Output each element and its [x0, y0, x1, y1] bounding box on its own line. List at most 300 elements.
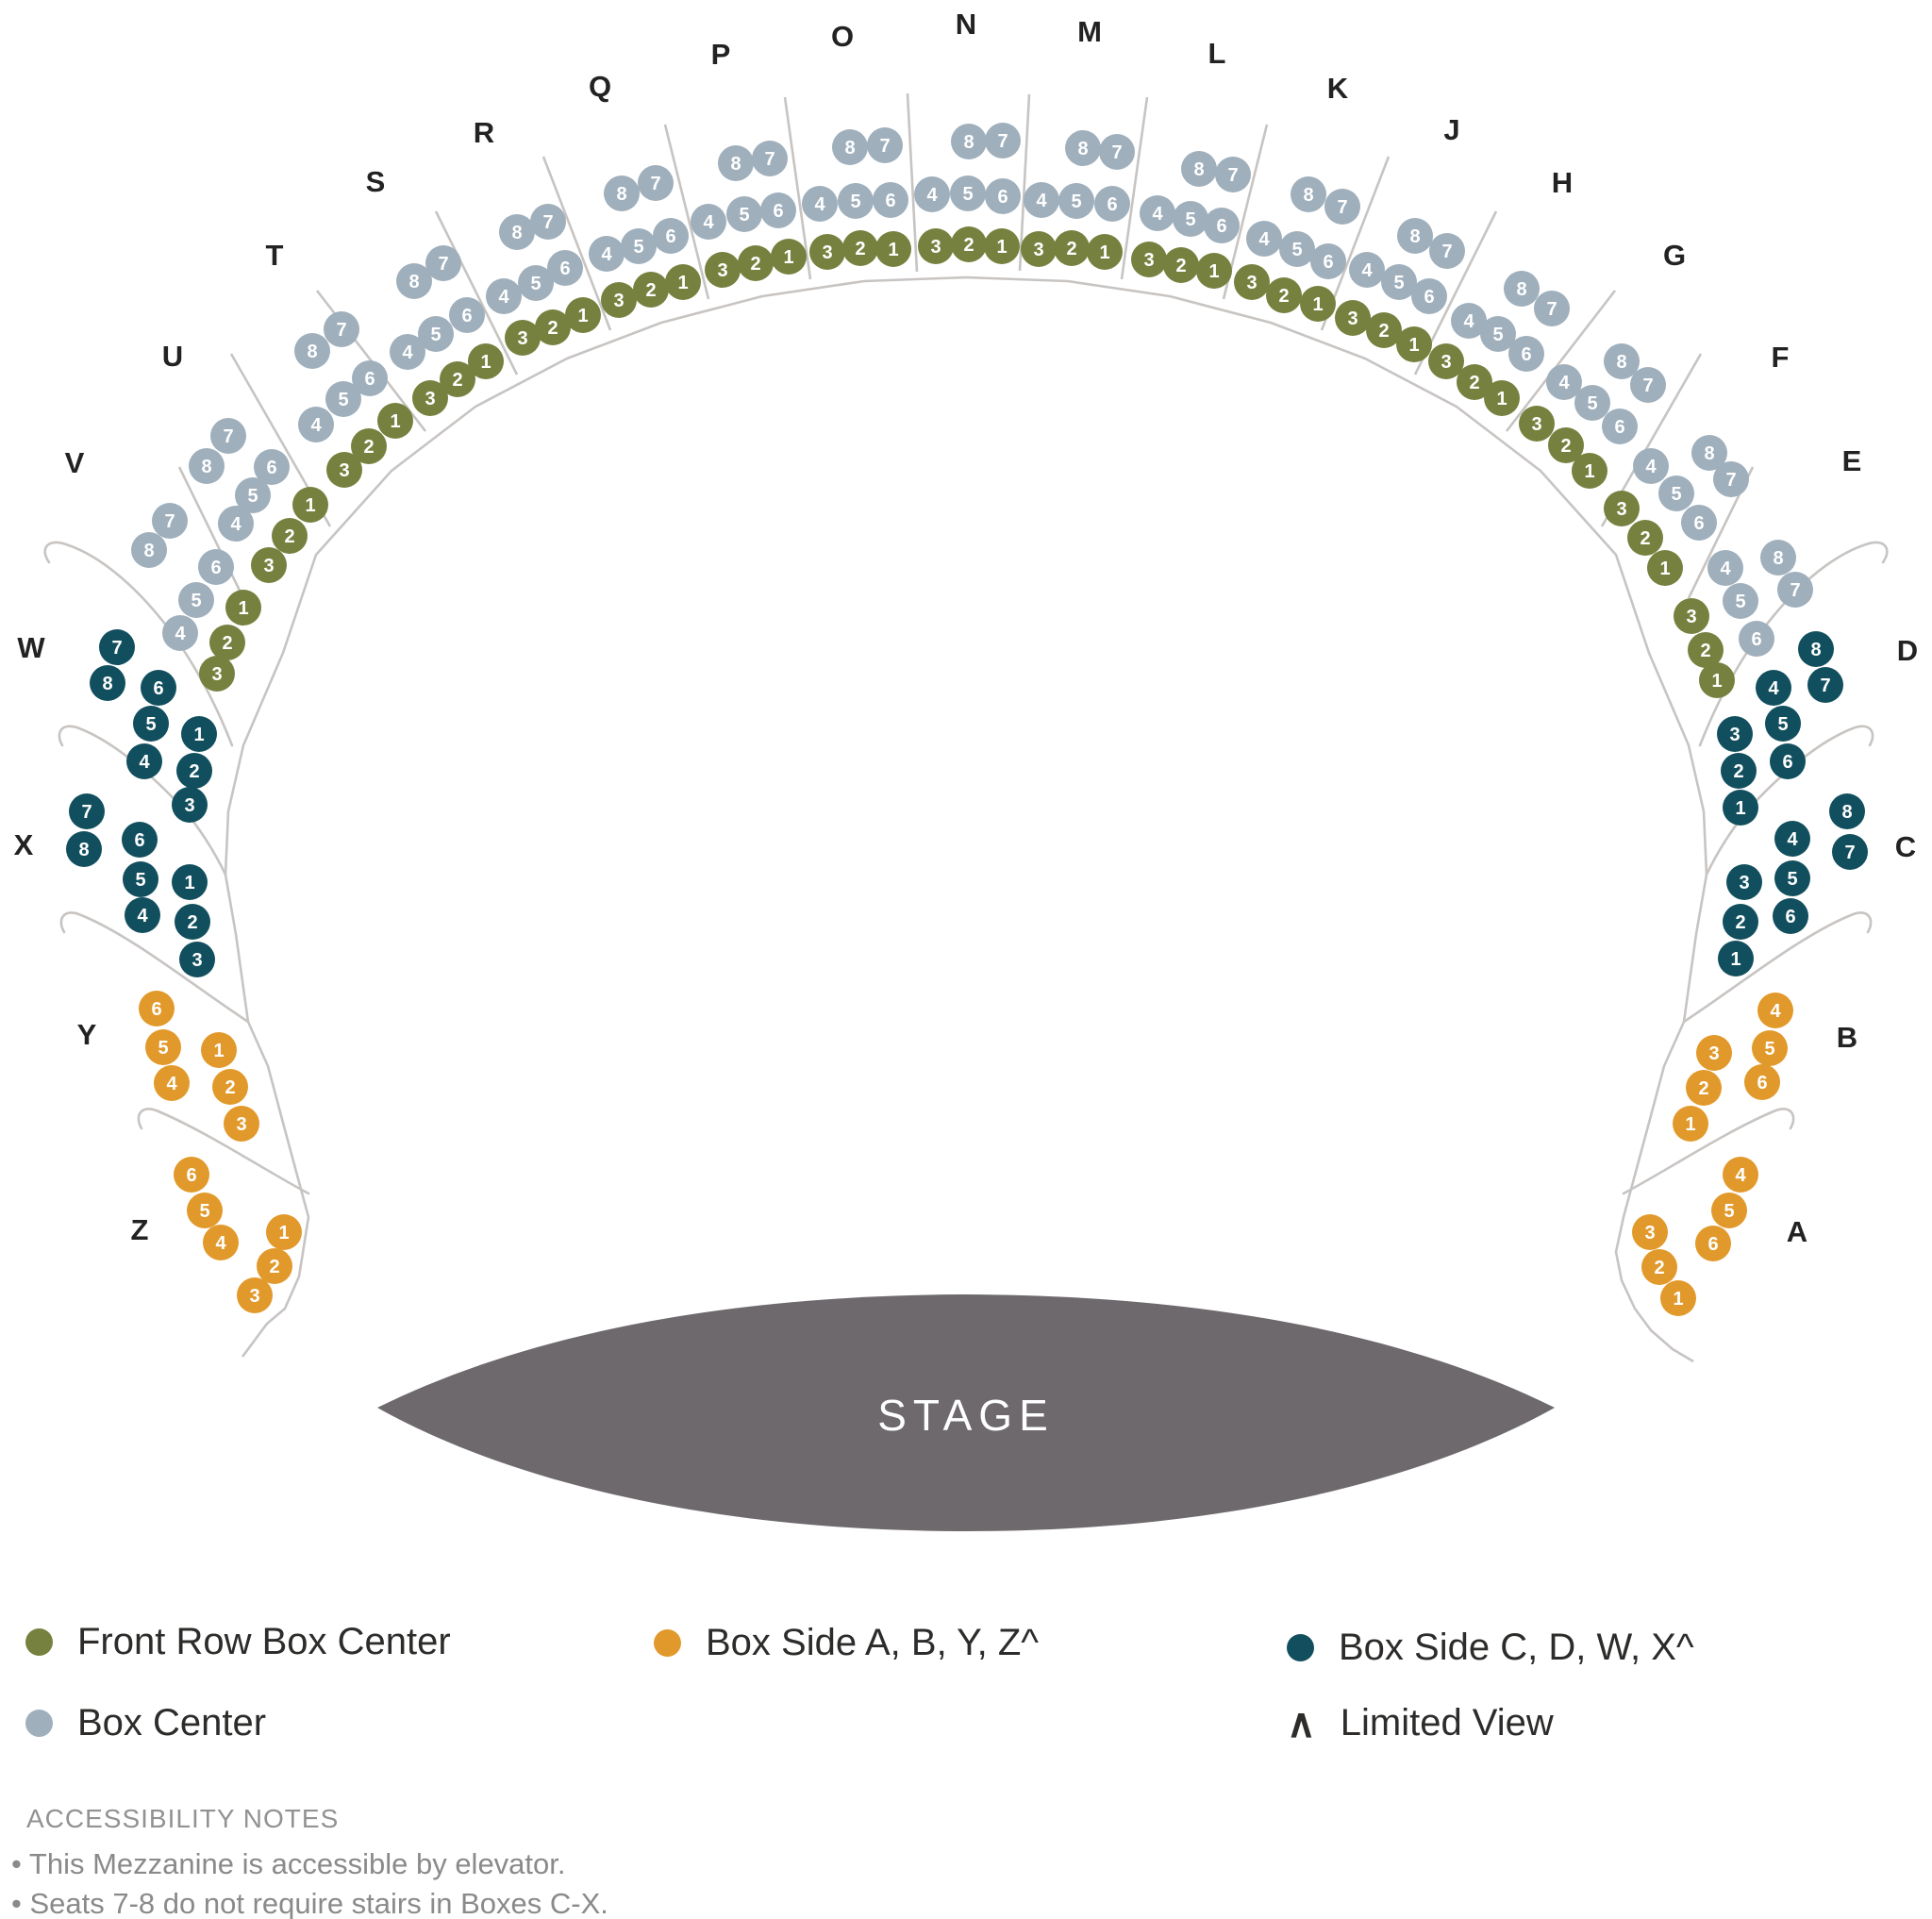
seat-D-4[interactable]: [1756, 670, 1791, 706]
seat-D-6[interactable]: [1770, 743, 1806, 779]
seat-M-3[interactable]: [1021, 231, 1057, 267]
svg-text:6: 6: [1785, 907, 1796, 928]
box-Z: [131, 1157, 302, 1313]
seat-E-8[interactable]: [1760, 540, 1796, 576]
svg-text:5: 5: [1185, 209, 1196, 231]
svg-text:1: 1: [577, 306, 589, 327]
seat-A-3[interactable]: [1632, 1214, 1668, 1250]
seat-U-3[interactable]: [251, 547, 287, 583]
box-label-H: H: [1551, 165, 1574, 199]
seat-O-6[interactable]: [873, 182, 908, 218]
svg-text:8: 8: [1193, 159, 1205, 181]
legend-label: Box Side A, B, Y, Z^: [706, 1622, 1040, 1663]
seat-K-5[interactable]: [1279, 231, 1315, 267]
svg-text:2: 2: [189, 761, 200, 783]
seat-D-2[interactable]: [1721, 753, 1757, 789]
seat-N-2[interactable]: [951, 226, 987, 262]
seat-U-7[interactable]: [210, 418, 246, 454]
svg-text:1: 1: [888, 240, 899, 261]
svg-text:6: 6: [134, 830, 145, 852]
seat-Q-4[interactable]: [589, 236, 625, 272]
seat-N-6[interactable]: [985, 178, 1021, 214]
seat-G-3[interactable]: [1519, 406, 1555, 442]
seat-G-2[interactable]: [1548, 427, 1584, 463]
svg-text:2: 2: [225, 1077, 236, 1099]
seat-W-2[interactable]: [176, 753, 212, 789]
svg-text:6: 6: [885, 191, 896, 212]
seat-L-2[interactable]: [1163, 247, 1199, 283]
seat-V-3[interactable]: [199, 656, 235, 692]
seat-D-3[interactable]: [1717, 716, 1753, 752]
svg-text:5: 5: [1671, 484, 1682, 506]
seat-Y-6[interactable]: [139, 991, 175, 1026]
svg-text:6: 6: [461, 306, 473, 327]
svg-text:1: 1: [184, 873, 195, 894]
svg-text:2: 2: [1640, 528, 1651, 550]
legend-item-limited-view: [1287, 1702, 1554, 1744]
svg-text:2: 2: [1733, 761, 1744, 783]
seat-X-6[interactable]: [122, 822, 158, 858]
svg-text:6: 6: [1782, 752, 1793, 774]
seat-K-6[interactable]: [1310, 243, 1346, 279]
svg-text:4: 4: [1645, 457, 1657, 478]
svg-text:5: 5: [1492, 325, 1504, 346]
seat-U-2[interactable]: [272, 518, 308, 554]
box-label-M: M: [1077, 14, 1102, 48]
seat-Q-7[interactable]: [638, 165, 674, 201]
seat-O-4[interactable]: [802, 186, 838, 222]
seat-F-5[interactable]: [1658, 476, 1694, 511]
svg-text:3: 3: [822, 242, 833, 264]
seat-F-3[interactable]: [1604, 491, 1640, 526]
seat-C-2[interactable]: [1723, 904, 1758, 940]
seat-R-6[interactable]: [547, 250, 583, 286]
svg-text:1: 1: [1735, 798, 1746, 820]
seat-N-8[interactable]: [951, 124, 987, 159]
svg-text:4: 4: [166, 1074, 177, 1095]
seat-M-7[interactable]: [1099, 134, 1135, 170]
seat-T-8[interactable]: [294, 333, 330, 369]
seat-A-5[interactable]: [1711, 1193, 1747, 1228]
svg-text:5: 5: [1764, 1039, 1775, 1060]
svg-text:2: 2: [284, 526, 295, 548]
legend-item-box-side-abyz: [654, 1622, 1039, 1664]
seat-L-3[interactable]: [1131, 242, 1167, 277]
seat-G-8[interactable]: [1604, 343, 1640, 379]
seat-B-2[interactable]: [1686, 1070, 1722, 1106]
svg-text:8: 8: [1516, 279, 1527, 301]
seat-O-2[interactable]: [842, 230, 878, 266]
seat-J-6[interactable]: [1411, 278, 1447, 314]
svg-text:5: 5: [430, 325, 441, 346]
seat-K-7[interactable]: [1324, 189, 1360, 225]
box-W: [17, 629, 217, 823]
seat-T-3[interactable]: [326, 452, 362, 488]
balcony-rail-line: [225, 277, 1707, 1361]
svg-text:6: 6: [186, 1165, 197, 1187]
seat-X-2[interactable]: [175, 904, 210, 940]
svg-text:2: 2: [645, 280, 657, 302]
svg-text:7: 7: [1337, 197, 1348, 219]
seat-V-5[interactable]: [178, 582, 214, 618]
seat-A-6[interactable]: [1695, 1226, 1731, 1261]
svg-text:5: 5: [962, 184, 974, 206]
seat-U-8[interactable]: [189, 448, 225, 484]
svg-text:7: 7: [336, 320, 347, 342]
seat-Y-2[interactable]: [212, 1069, 248, 1105]
seat-D-7[interactable]: [1807, 667, 1843, 703]
seat-T-4[interactable]: [298, 407, 334, 442]
box-label-V: V: [64, 445, 85, 479]
seat-K-4[interactable]: [1246, 221, 1282, 257]
box-D: [1717, 631, 1918, 826]
seat-N-3[interactable]: [918, 228, 954, 264]
box-O: [802, 20, 911, 270]
svg-text:5: 5: [158, 1038, 169, 1060]
seat-D-8[interactable]: [1798, 631, 1834, 667]
seat-J-3[interactable]: [1335, 300, 1371, 336]
svg-text:3: 3: [1143, 250, 1155, 272]
svg-text:3: 3: [1739, 873, 1750, 894]
seat-W-8[interactable]: [90, 665, 125, 701]
seat-E-2[interactable]: [1688, 632, 1724, 668]
svg-text:6: 6: [997, 187, 1008, 209]
seat-X-7[interactable]: [69, 793, 105, 829]
seat-K-2[interactable]: [1266, 277, 1302, 313]
seat-E-3[interactable]: [1674, 598, 1709, 634]
svg-text:6: 6: [1323, 252, 1334, 274]
seat-H-6[interactable]: [1508, 336, 1544, 372]
seat-C-6[interactable]: [1773, 898, 1808, 934]
seat-M-6[interactable]: [1094, 186, 1130, 222]
seat-K-8[interactable]: [1291, 176, 1326, 212]
seat-R-7[interactable]: [530, 204, 566, 240]
seat-K-3[interactable]: [1234, 264, 1270, 300]
seat-B-4[interactable]: [1757, 993, 1793, 1028]
seat-U-1[interactable]: [292, 487, 328, 523]
seat-D-1[interactable]: [1723, 790, 1758, 826]
seat-P-7[interactable]: [752, 141, 788, 176]
legend-label: Front Row Box Center: [77, 1621, 451, 1662]
svg-text:1: 1: [783, 247, 794, 269]
svg-text:6: 6: [559, 259, 571, 280]
seat-P-3[interactable]: [705, 252, 741, 288]
limited-view-caret-icon: ∧: [1287, 1700, 1316, 1745]
seat-A-1[interactable]: [1660, 1280, 1696, 1316]
seat-Y-3[interactable]: [224, 1106, 259, 1142]
seat-X-1[interactable]: [172, 864, 208, 900]
seat-N-7[interactable]: [985, 123, 1021, 159]
svg-text:8: 8: [1773, 548, 1784, 570]
seat-O-1[interactable]: [875, 231, 911, 267]
seat-D-5[interactable]: [1765, 706, 1801, 742]
seat-C-3[interactable]: [1726, 864, 1762, 900]
seat-W-7[interactable]: [99, 629, 135, 665]
seat-N-1[interactable]: [984, 228, 1020, 264]
svg-text:7: 7: [1111, 142, 1123, 164]
seat-M-2[interactable]: [1054, 230, 1090, 266]
seat-L-1[interactable]: [1196, 253, 1232, 289]
box-F: [1604, 341, 1789, 586]
seat-B-3[interactable]: [1696, 1035, 1732, 1071]
seat-C-4[interactable]: [1774, 821, 1810, 857]
svg-text:6: 6: [153, 678, 164, 700]
svg-text:6: 6: [665, 226, 676, 248]
seat-C-1[interactable]: [1718, 941, 1754, 976]
seat-O-7[interactable]: [867, 127, 903, 163]
svg-text:3: 3: [425, 389, 436, 410]
svg-text:2: 2: [1735, 912, 1746, 934]
svg-text:8: 8: [963, 132, 974, 154]
svg-text:3: 3: [1246, 273, 1257, 294]
seat-W-3[interactable]: [172, 787, 208, 823]
seat-V-8[interactable]: [131, 532, 167, 568]
svg-text:3: 3: [339, 460, 350, 482]
box-side-abyz-dot-icon: [654, 1629, 681, 1657]
seat-S-6[interactable]: [449, 297, 485, 333]
seat-O-3[interactable]: [809, 234, 845, 270]
svg-text:1: 1: [1099, 242, 1110, 264]
seat-S-8[interactable]: [396, 263, 432, 299]
seat-X-4[interactable]: [125, 897, 160, 933]
seat-L-6[interactable]: [1204, 208, 1240, 243]
svg-text:5: 5: [1777, 714, 1789, 736]
svg-text:3: 3: [613, 291, 625, 312]
box-label-T: T: [265, 238, 284, 272]
svg-text:8: 8: [1704, 443, 1715, 465]
seat-H-3[interactable]: [1428, 343, 1464, 379]
seat-W-4[interactable]: [126, 743, 162, 779]
seat-M-4[interactable]: [1024, 182, 1059, 218]
svg-text:5: 5: [135, 870, 146, 892]
seat-Z-2[interactable]: [257, 1248, 292, 1284]
svg-text:7: 7: [1820, 676, 1831, 697]
seat-M-1[interactable]: [1087, 234, 1123, 270]
box-label-J: J: [1443, 112, 1460, 146]
seat-V-7[interactable]: [152, 503, 188, 539]
seat-Z-5[interactable]: [187, 1193, 223, 1228]
svg-text:4: 4: [1770, 1001, 1781, 1023]
seat-V-2[interactable]: [209, 625, 245, 660]
seat-W-1[interactable]: [181, 716, 217, 752]
svg-text:3: 3: [1441, 352, 1452, 374]
seat-T-7[interactable]: [324, 311, 359, 347]
seat-P-8[interactable]: [718, 145, 754, 181]
svg-text:1: 1: [996, 237, 1008, 259]
seat-Z-6[interactable]: [174, 1157, 209, 1193]
seat-Y-5[interactable]: [145, 1029, 181, 1065]
legend-label: Box Side C, D, W, X^: [1339, 1627, 1694, 1668]
box-label-Q: Q: [588, 69, 612, 103]
seat-F-4[interactable]: [1633, 448, 1669, 484]
seat-L-8[interactable]: [1181, 151, 1217, 187]
seat-P-5[interactable]: [726, 196, 762, 232]
seat-U-6[interactable]: [254, 449, 290, 485]
seat-E-6[interactable]: [1739, 621, 1774, 657]
seat-Q-1[interactable]: [665, 264, 701, 300]
svg-text:7: 7: [542, 212, 554, 234]
svg-text:2: 2: [1175, 256, 1187, 277]
svg-text:3: 3: [249, 1286, 260, 1308]
svg-text:7: 7: [997, 131, 1008, 153]
svg-text:4: 4: [402, 342, 413, 364]
box-label-Y: Y: [76, 1017, 97, 1051]
seat-L-7[interactable]: [1215, 157, 1251, 192]
svg-text:6: 6: [1614, 417, 1625, 439]
seat-B-1[interactable]: [1673, 1106, 1708, 1142]
seat-Q-2[interactable]: [633, 272, 669, 308]
svg-text:4: 4: [1036, 191, 1047, 212]
svg-text:6: 6: [266, 458, 277, 479]
seat-X-8[interactable]: [66, 831, 102, 867]
box-Q: [589, 70, 701, 318]
svg-text:5: 5: [338, 390, 349, 411]
seat-V-1[interactable]: [225, 590, 261, 626]
seat-Y-1[interactable]: [201, 1032, 237, 1068]
svg-text:4: 4: [137, 906, 148, 927]
svg-text:2: 2: [222, 633, 233, 655]
seat-A-4[interactable]: [1723, 1157, 1758, 1193]
seat-H-8[interactable]: [1504, 271, 1540, 307]
svg-text:4: 4: [1558, 373, 1570, 394]
svg-text:8: 8: [844, 138, 856, 159]
seat-F-2[interactable]: [1627, 520, 1663, 556]
seat-Z-1[interactable]: [266, 1214, 302, 1250]
svg-text:3: 3: [184, 795, 195, 817]
seat-X-5[interactable]: [123, 861, 158, 897]
svg-text:4: 4: [1720, 559, 1731, 580]
seat-T-6[interactable]: [352, 360, 388, 396]
seat-O-8[interactable]: [832, 129, 868, 165]
seat-J-8[interactable]: [1397, 218, 1433, 254]
seat-E-5[interactable]: [1723, 583, 1758, 619]
seat-B-5[interactable]: [1752, 1030, 1788, 1066]
box-P: [691, 38, 807, 288]
seat-X-3[interactable]: [179, 942, 215, 977]
seat-B-6[interactable]: [1744, 1064, 1780, 1100]
box-label-N: N: [955, 7, 977, 41]
seat-L-5[interactable]: [1173, 201, 1208, 237]
box-R: [474, 116, 601, 356]
seat-V-4[interactable]: [162, 615, 198, 651]
seat-O-5[interactable]: [838, 183, 874, 219]
svg-text:8: 8: [1810, 640, 1822, 661]
seat-M-5[interactable]: [1058, 183, 1094, 219]
svg-text:2: 2: [547, 318, 558, 340]
seat-L-4[interactable]: [1140, 195, 1175, 231]
seat-F-8[interactable]: [1691, 435, 1727, 471]
box-M: [1021, 15, 1135, 270]
seat-P-6[interactable]: [760, 192, 796, 228]
svg-text:7: 7: [1725, 470, 1737, 492]
seat-R-8[interactable]: [499, 214, 535, 250]
seat-Y-4[interactable]: [154, 1065, 190, 1101]
seat-E-4[interactable]: [1707, 550, 1743, 586]
svg-text:7: 7: [1227, 165, 1239, 187]
svg-text:5: 5: [1071, 192, 1082, 213]
box-label-E: E: [1841, 443, 1862, 477]
seat-F-6[interactable]: [1681, 505, 1717, 541]
seat-Z-4[interactable]: [203, 1225, 239, 1260]
svg-text:6: 6: [1424, 287, 1435, 309]
seat-P-1[interactable]: [771, 239, 807, 275]
seat-C-5[interactable]: [1774, 860, 1810, 896]
box-label-B: B: [1836, 1020, 1858, 1054]
seat-G-6[interactable]: [1602, 409, 1638, 444]
seat-A-2[interactable]: [1641, 1249, 1677, 1285]
svg-text:8: 8: [730, 154, 741, 175]
seat-M-8[interactable]: [1065, 130, 1101, 166]
seat-Q-6[interactable]: [653, 218, 689, 254]
svg-text:5: 5: [1724, 1201, 1735, 1223]
seat-N-4[interactable]: [914, 176, 950, 212]
svg-text:4: 4: [926, 185, 938, 207]
seat-W-6[interactable]: [141, 670, 176, 706]
svg-text:4: 4: [1258, 229, 1270, 251]
seat-G-5[interactable]: [1574, 385, 1610, 421]
seat-C-8[interactable]: [1829, 793, 1865, 829]
svg-text:8: 8: [143, 541, 155, 562]
box-A: [1632, 1157, 1807, 1316]
seat-P-4[interactable]: [691, 204, 726, 240]
box-J: [1335, 113, 1465, 362]
svg-text:3: 3: [192, 950, 203, 972]
svg-text:6: 6: [1216, 216, 1227, 238]
seat-N-5[interactable]: [950, 175, 986, 211]
seat-Q-5[interactable]: [621, 228, 657, 264]
seat-C-7[interactable]: [1832, 834, 1868, 870]
seat-V-6[interactable]: [198, 549, 234, 585]
seat-R-3[interactable]: [505, 320, 541, 356]
seat-W-5[interactable]: [133, 706, 169, 742]
seat-J-2[interactable]: [1366, 312, 1402, 348]
svg-text:7: 7: [650, 174, 661, 195]
seat-Z-3[interactable]: [237, 1277, 273, 1313]
svg-text:6: 6: [1521, 344, 1532, 366]
svg-text:7: 7: [1790, 580, 1801, 602]
svg-text:1: 1: [305, 495, 316, 517]
seat-P-2[interactable]: [738, 245, 774, 281]
seat-K-1[interactable]: [1300, 286, 1336, 322]
svg-text:7: 7: [764, 149, 775, 171]
box-label-R: R: [473, 115, 495, 149]
seat-H-7[interactable]: [1534, 291, 1570, 326]
seat-S-5[interactable]: [418, 316, 454, 352]
svg-text:7: 7: [164, 511, 175, 533]
svg-text:6: 6: [151, 999, 162, 1021]
seat-F-1[interactable]: [1647, 550, 1683, 586]
seat-R-4[interactable]: [486, 278, 522, 314]
seat-J-7[interactable]: [1429, 233, 1465, 269]
seat-Q-3[interactable]: [601, 282, 637, 318]
svg-text:8: 8: [78, 840, 90, 861]
svg-text:1: 1: [1208, 261, 1220, 283]
seat-J-4[interactable]: [1349, 252, 1385, 288]
seat-Q-8[interactable]: [604, 175, 640, 211]
box-center-dot-icon: [25, 1710, 53, 1737]
seat-S-3[interactable]: [412, 380, 448, 416]
svg-text:4: 4: [1463, 311, 1474, 333]
box-label-O: O: [830, 19, 855, 53]
box-L: [1131, 37, 1251, 289]
svg-text:1: 1: [390, 411, 401, 433]
seat-E-7[interactable]: [1777, 572, 1813, 608]
seat-T-1[interactable]: [377, 403, 413, 439]
svg-text:3: 3: [236, 1114, 247, 1136]
svg-text:2: 2: [1378, 321, 1390, 342]
svg-text:8: 8: [201, 457, 212, 478]
svg-text:6: 6: [1693, 513, 1705, 535]
